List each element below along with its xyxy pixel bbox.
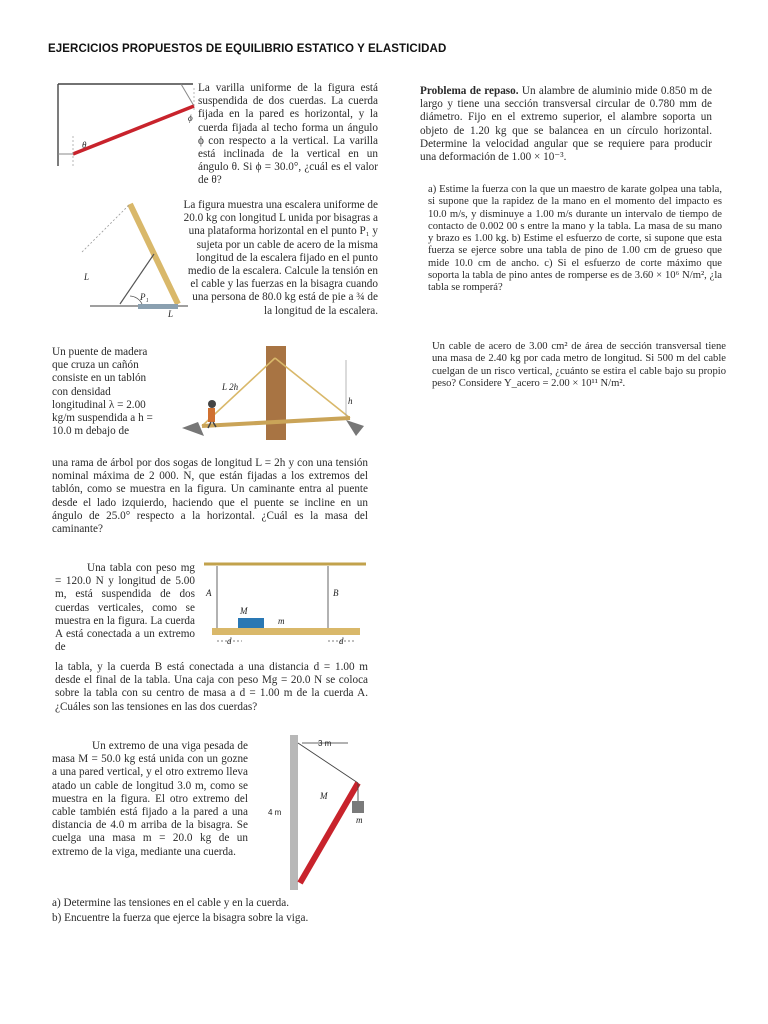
board-label-A: A: [206, 588, 212, 598]
ladder-label-P1: P₁: [140, 292, 149, 302]
review-heading: Problema de repaso.: [420, 85, 519, 97]
cable-problem-text: Un cable de acero de 3.00 cm² de área de sección transversal tiene una masa de 2.40 kg por cada metro de longitud. Si 500 m del cable cuelgan de un risco vertical, ¿cuánto se estira el cable bajo su propio peso? Considere Y_acero = 2.00 × 10¹¹ N/m².: [432, 341, 726, 389]
bridge-problem-text-wrap: Un puente de madera que cruza un cañón consiste en un tablón con densidad longitudinal λ = 2.00 kg/m suspendida a h = 10.0 m debajo de: [52, 346, 153, 438]
review-text: Un alambre de aluminio mide 0.850 m de largo y tiene una sección transversal circular de 0.780 mm de diámetro. Fijo en el extremo superior, el alambre soporta un objeto de 1.20 kg que se balancea en un círculo horizontal. Determine la velocidad angular que se requiere para producir una deformación de 1.00 × 10⁻³.: [420, 85, 712, 164]
beam-problem-text: Un extremo de una viga pesada de masa M = 50.0 kg está unida con un gozne a una pared vertical, y el otro extremo lleva atado un cable de longitud 3.0 m, como se muestra en la figura. El otro extremo del cable también está fijado a la pared a una distancia de 4.0 m arriba de la bisagra. Se cuelga una masa m = 20.0 kg de un extremo de la viga, mediante una cuerda.: [52, 740, 248, 858]
review-problem: [420, 85, 712, 164]
board-label-m: m: [278, 616, 285, 626]
board-problem-text-wrap: Una tabla con peso mg = 120.0 N y longitud de 5.00 m, está suspendida de dos cuerdas verticales, como se muestra en la figura. La cuerda A está conectada a un extremo de: [55, 562, 195, 654]
rod-label-theta: θ: [82, 140, 87, 150]
karate-problem-text: a) Estime la fuerza con la que un maestro de karate golpea una tabla, si supone que la rapidez de la mano en el momento del impacto es 10.0 m/s, y disminuye a 1.00 m/s durante un intervalo de tiempo de contacto de 0.002 00 s entre la mano y la tabla. La masa de su mano y brazo es 1.00 kg. b) Estime el esfuerzo de corte, si supone que esta fuerza se ejerce sobre una tabla de pino de 1.00 cm de grueso que mide 10.0 cm de ancho. c) Si el esfuerzo de corte máximo que soporta la tabla de pino antes de romperse es de 3.60 × 10⁶ N/m², ¿la tabla se romperá?: [428, 184, 722, 294]
rod-problem-text: La varilla uniforme de la figura está suspendida de dos cuerdas. La cuerda fijada en la pared es horizontal, y la cuerda fijada al techo forma un ángulo ϕ con respecto a la vertical. La varilla está inclinada de la vertical en un ángulo θ. Si ϕ = 30.0°, ¿cuál es el valor de θ?: [198, 82, 378, 187]
board-label-d-right: d: [339, 636, 344, 646]
bridge-problem-text-full: una rama de árbol por dos sogas de longitud L = 2h y con una tensión nominal máxima de 2 000. N, que están fijadas a los extremos del tablón, como se muestra en la figura. Un caminante entra al puente desde el lado izquierdo, haciendo que el puente se incline en un ángulo de 25.0° respecto a la horizontal. ¿Cuál es la masa del caminante?: [52, 457, 368, 536]
bridge-label-h: h: [348, 396, 353, 406]
ladder-label-L-left: L: [84, 272, 90, 282]
bridge-figure: [178, 346, 368, 442]
beam-label-4m: 4 m: [268, 808, 282, 817]
page-title: EJERCICIOS PROPUESTOS DE EQUILIBRIO ESTATICO Y ELASTICIDAD: [48, 43, 447, 55]
ladder-problem-text: La figura muestra una escalera uniforme de 20.0 kg con longitud L unida por bisagras a una plataforma horizontal en el punto P₁ y sujeta por un cable de acero de la misma longitud de la escalera fijado en el punto medio de la escalera. Calcule la tensión en el cable y las fuerzas en la bisagra cuando una persona de 80.0 kg está de pie a ¾ de la longitud de la escalera.: [183, 199, 378, 317]
board-label-d-left: d: [227, 636, 232, 646]
beam-figure: [262, 735, 372, 895]
beam-item-a: a) Determine las tensiones en el cable y en la cuerda.: [52, 897, 290, 909]
board-problem-text-full: la tabla, y la cuerda B está conectada a una distancia d = 1.00 m desde el final de la tabla. Una caja con peso Mg = 20.0 N se coloca sobre la tabla con su centro de masa a d = 1.00 m de la cuerda A. ¿Cuáles son las tensiones en las dos cuerdas?: [55, 661, 368, 713]
beam-label-3m: 3 m: [318, 739, 332, 748]
board-label-B: B: [333, 588, 339, 598]
rod-label-phi: ϕ: [188, 113, 193, 123]
board-figure: [202, 562, 368, 652]
beam-label-m: m: [356, 815, 363, 825]
beam-item-b: b) Encuentre la fuerza que ejerce la bisagra sobre la viga.: [52, 912, 309, 924]
ladder-figure: [60, 196, 190, 326]
beam-label-M: M: [320, 791, 328, 801]
ladder-label-L-bottom: L: [168, 309, 174, 319]
board-label-M: M: [240, 606, 248, 616]
bridge-label-L: L 2h: [222, 382, 239, 392]
rod-figure: [58, 84, 198, 169]
